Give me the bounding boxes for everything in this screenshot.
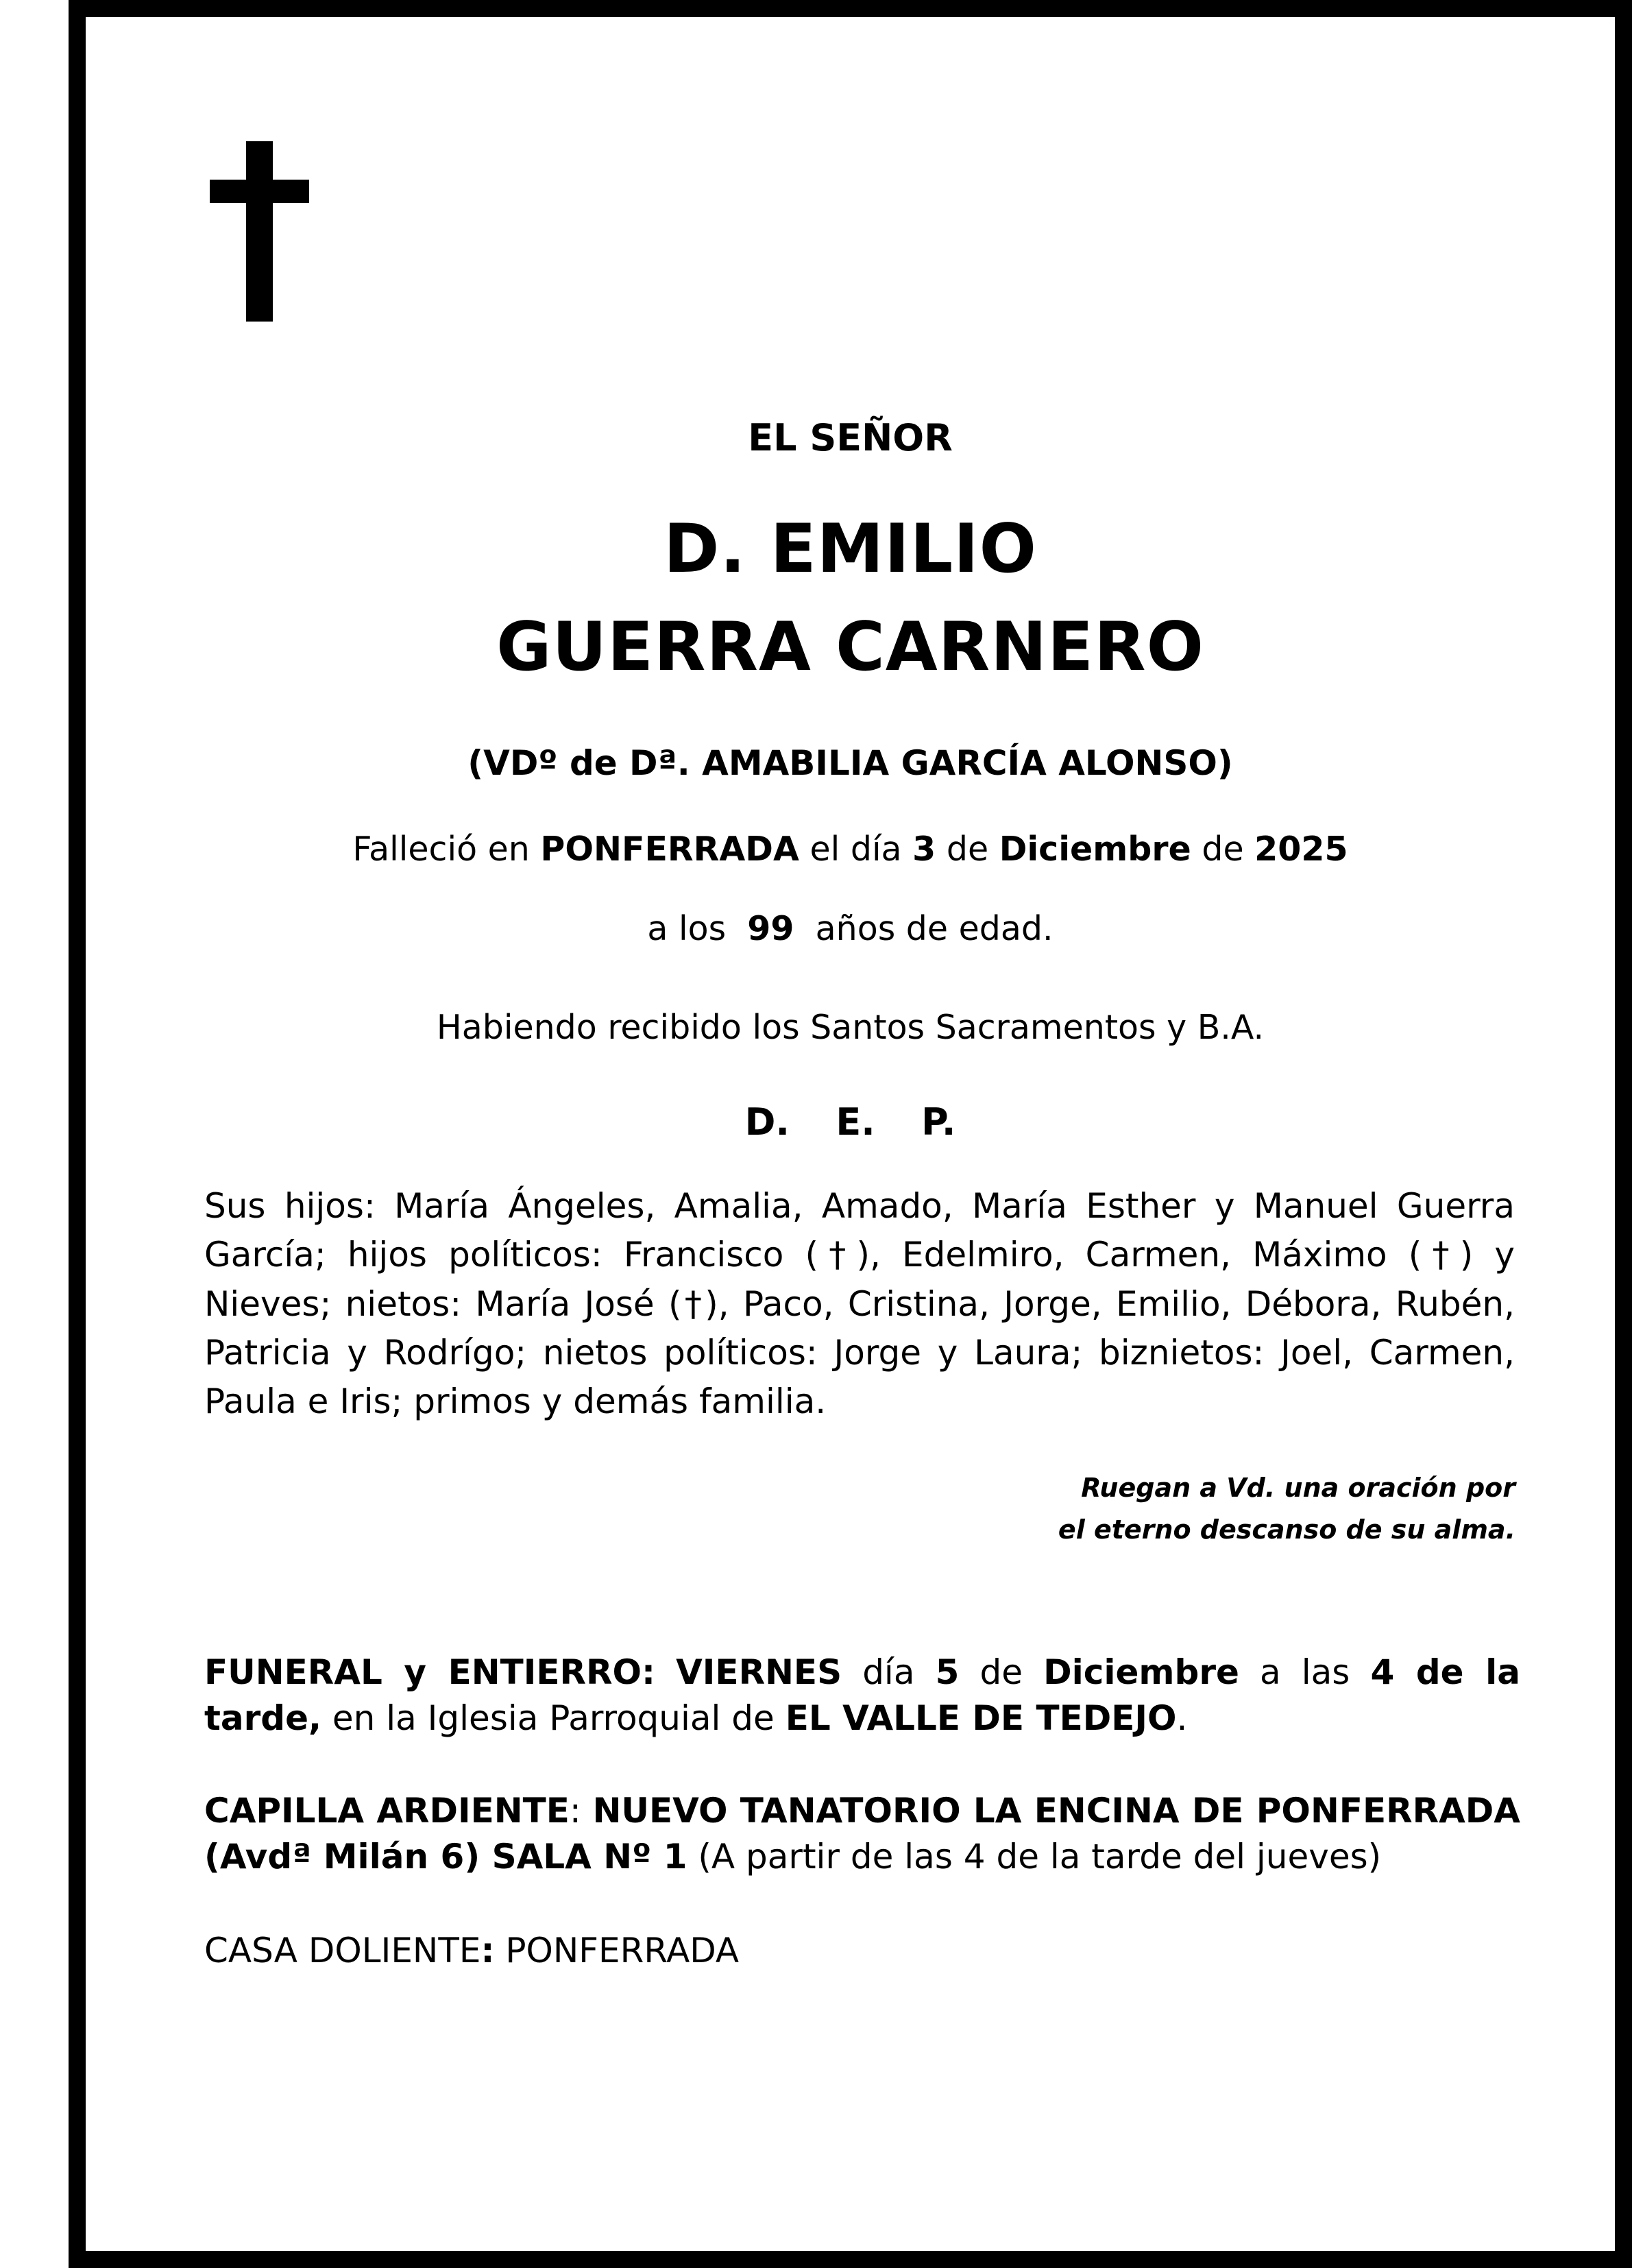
death-place: PONFERRADA bbox=[540, 830, 799, 869]
funeral-weekday: VIERNES bbox=[676, 1652, 842, 1692]
death-of-1: de bbox=[946, 830, 989, 869]
death-prefix: Falleció en bbox=[352, 830, 530, 869]
prayer-line-2: el eterno descanso de su alma. bbox=[1058, 1515, 1515, 1545]
prayer-line-1: Ruegan a Vd. una oración por bbox=[1081, 1473, 1515, 1503]
deceased-name-line-2: GUERRA CARNERO bbox=[496, 608, 1204, 686]
funeral-label: FUNERAL y ENTIERRO: bbox=[204, 1652, 655, 1692]
dep-abbreviation: D. E. P. bbox=[744, 1100, 956, 1144]
house-place: PONFERRADA bbox=[505, 1931, 740, 1970]
deceased-name-line-1: D. EMILIO bbox=[663, 510, 1037, 588]
prayer-request bbox=[1058, 1467, 1515, 1551]
death-day-label: el día bbox=[809, 830, 902, 869]
age-prefix: a los bbox=[647, 909, 727, 948]
death-statement bbox=[86, 830, 1615, 869]
death-of-2: de bbox=[1202, 830, 1244, 869]
death-year: 2025 bbox=[1254, 830, 1348, 869]
funeral-month: Diciembre bbox=[1043, 1652, 1239, 1692]
death-day: 3 bbox=[912, 830, 936, 869]
family-members-paragraph: Sus hijos: María Ángeles, Amalia, Amado, María Esther y Manuel Guerra García; hijos políticos: Francisco (†), Edelmiro, Carmen, Máximo (†) y Nieves; nietos: María José (†), Paco, Cristina, Jorge, Emilio, Débora, Rubén, Patricia y Rodrígo; nietos políticos: Jorge y Laura; biznietos: Joel, Carmen, Paula e Iris; primos y demás familia. bbox=[204, 1186, 1515, 1422]
funeral-of: de bbox=[979, 1652, 1023, 1692]
chapel-details bbox=[204, 1788, 1520, 1880]
funeral-at: a las bbox=[1260, 1652, 1350, 1692]
cross-icon-horizontal-bar bbox=[210, 180, 309, 203]
house-label: CASA DOLIENTE bbox=[204, 1931, 481, 1970]
funeral-time: 4 de la tarde, bbox=[204, 1652, 1521, 1738]
funeral-day: 5 bbox=[935, 1652, 960, 1692]
age-value: 99 bbox=[747, 909, 794, 948]
age-suffix: años de edad. bbox=[815, 909, 1054, 948]
chapel-label: CAPILLA ARDIENTE bbox=[204, 1791, 570, 1831]
funeral-day-label: día bbox=[862, 1652, 915, 1692]
cross-icon-vertical-bar bbox=[246, 141, 273, 322]
honorific-title: EL SEÑOR bbox=[748, 416, 953, 459]
sacraments-statement: Habiendo recibido los Santos Sacramentos y B.A. bbox=[436, 1008, 1265, 1047]
age-statement bbox=[86, 909, 1615, 948]
death-month: Diciembre bbox=[999, 830, 1191, 869]
house-details bbox=[204, 1928, 1520, 1974]
funeral-church-place: EL VALLE DE TEDEJO bbox=[785, 1698, 1177, 1738]
chapel-note: (A partir de las 4 de la tarde del jueves) bbox=[698, 1837, 1382, 1877]
house-colon: : bbox=[480, 1931, 495, 1970]
chapel-colon: : bbox=[569, 1791, 581, 1831]
funeral-end: . bbox=[1176, 1698, 1188, 1738]
widower-of: (VDº de Dª. AMABILIA GARCÍA ALONSO) bbox=[467, 743, 1233, 783]
chapel-place: NUEVO TANATORIO LA ENCINA DE PONFERRADA (Avdª Milán 6) SALA Nº 1 bbox=[204, 1791, 1520, 1877]
funeral-church-prefix: en la Iglesia Parroquial de bbox=[332, 1698, 775, 1738]
funeral-details bbox=[204, 1650, 1520, 1741]
